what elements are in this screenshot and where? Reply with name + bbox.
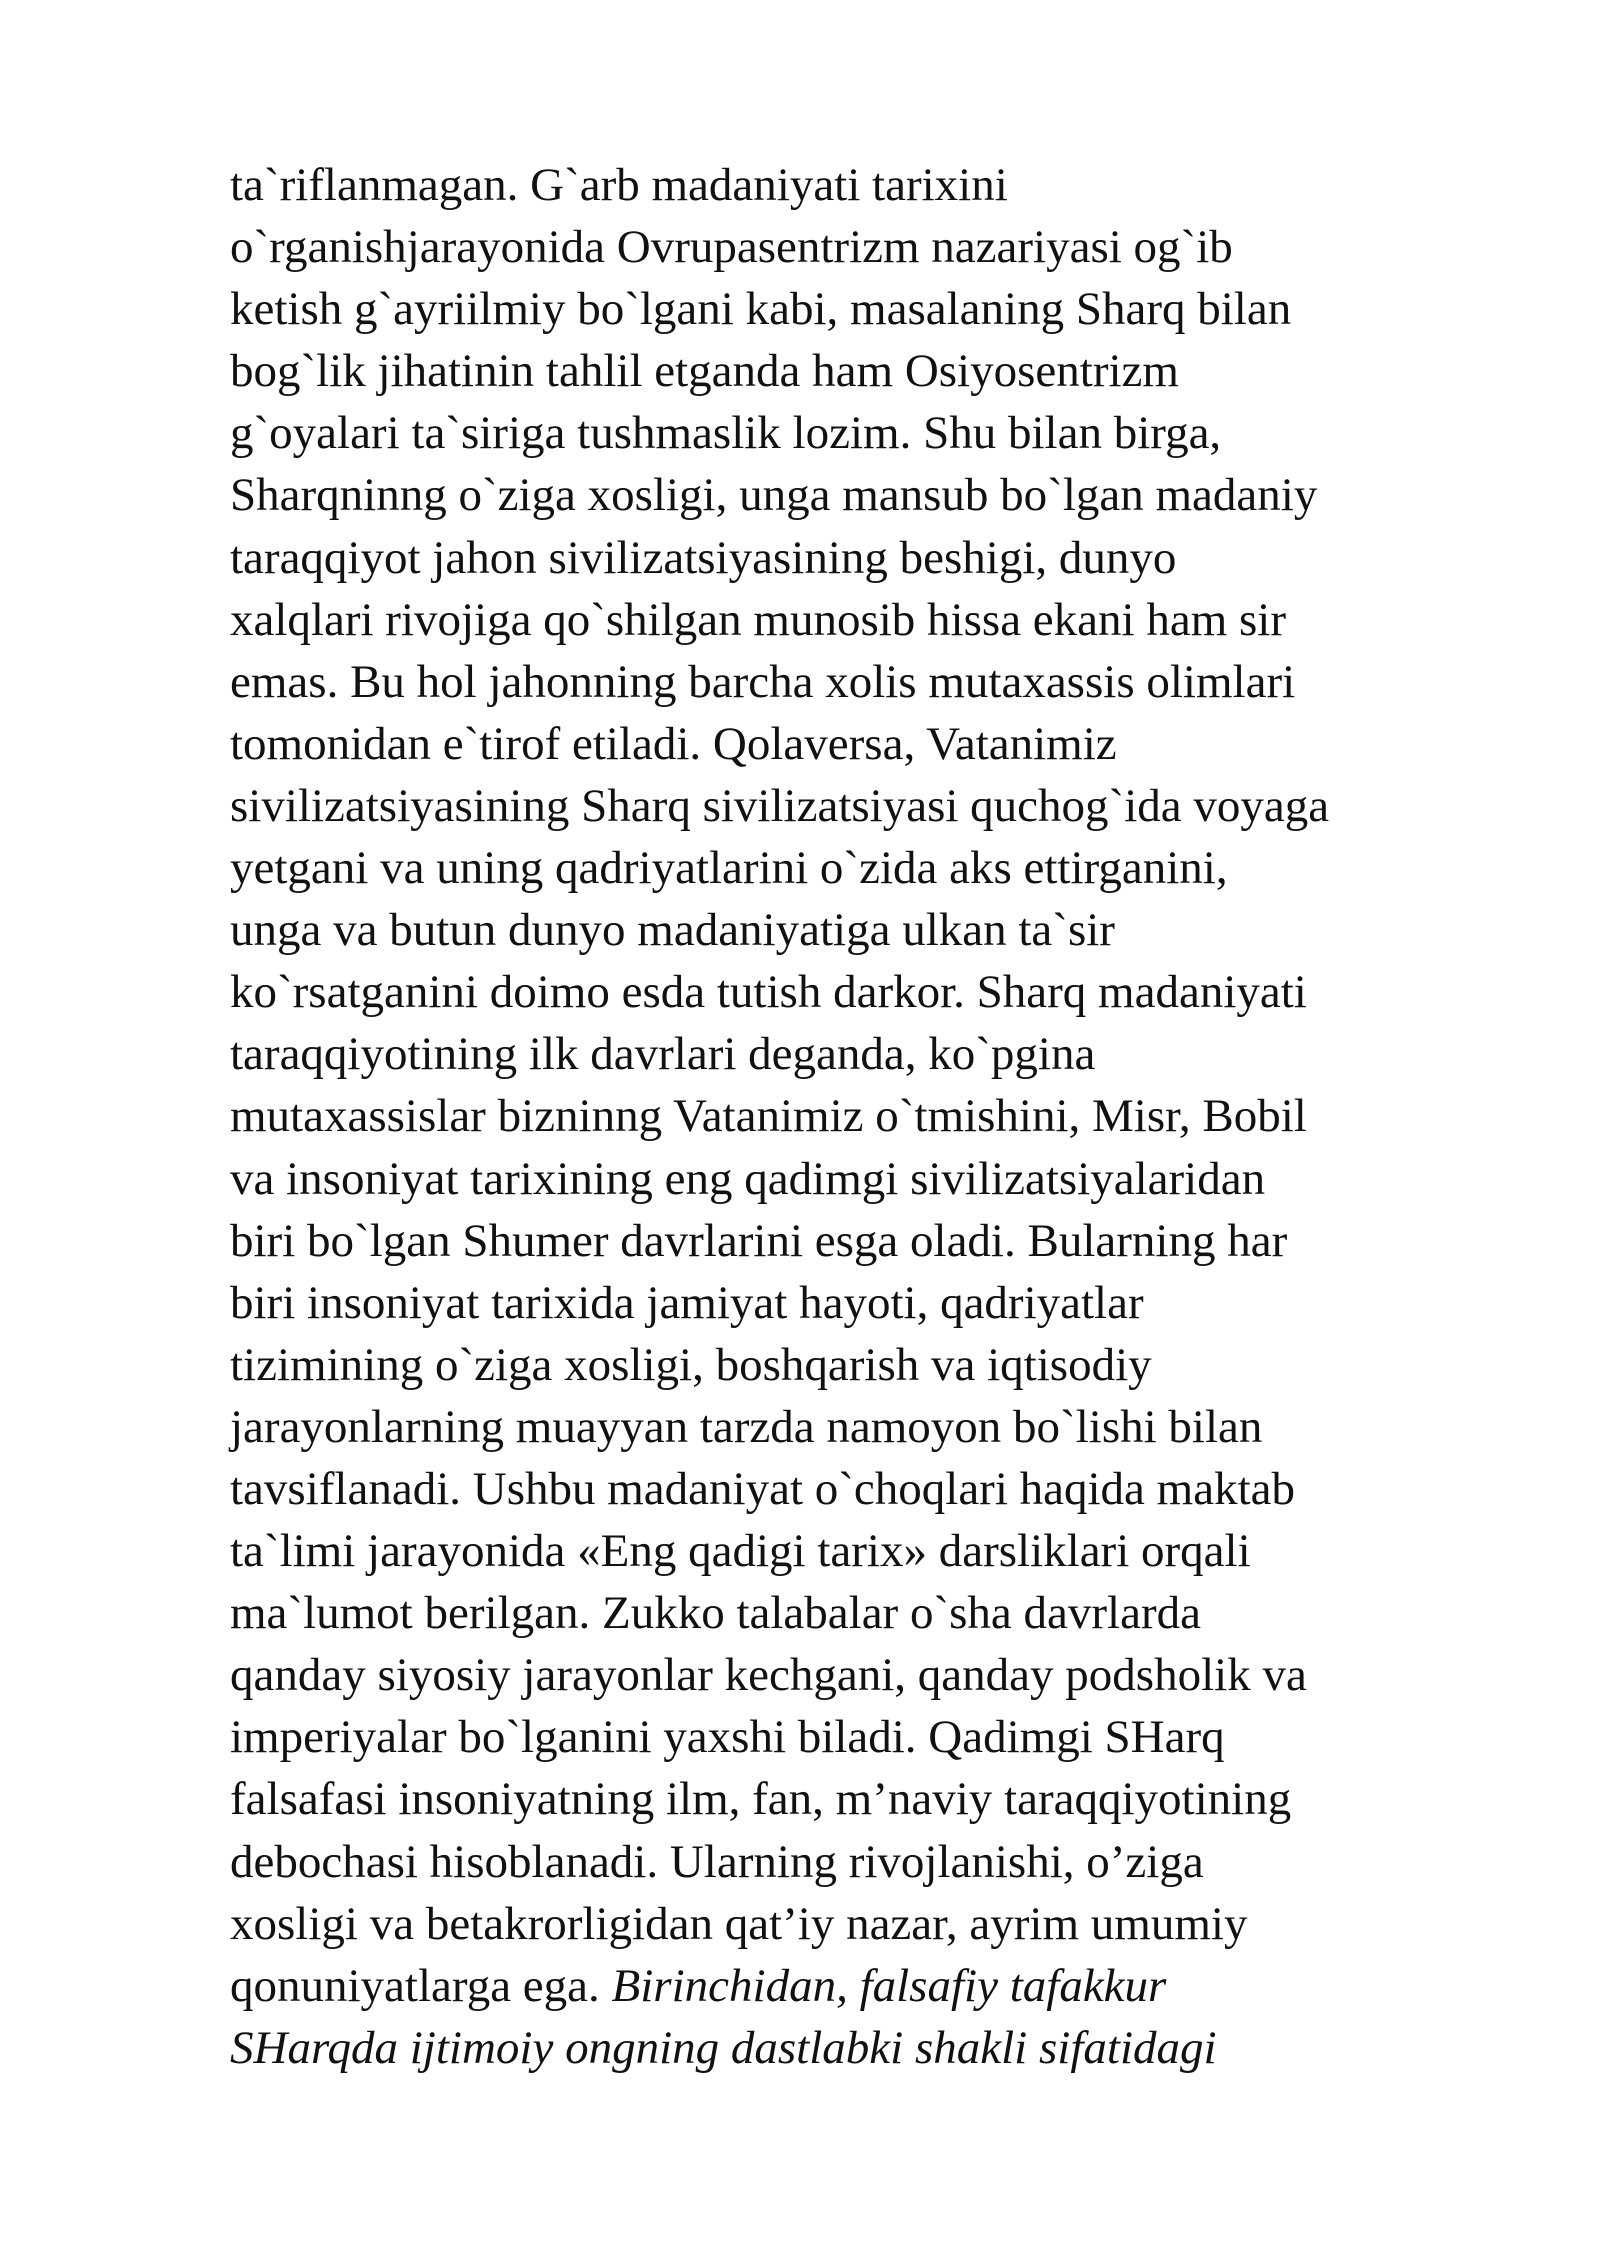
text-line: tavsiflanadi. Ushbu madaniyat o`choqlari haqida maktab (230, 1462, 1296, 1515)
body-text (230, 154, 1550, 2079)
text-line: taraqqiyot jahon sivilizatsiyasining beshigi, dunyo (230, 531, 1177, 584)
text-line: bog`lik jihatinin tahlil etganda ham Osiyosentrizm (230, 345, 1179, 398)
text-line: ketish g`ayriilmiy bo`lgani kabi, masalaning Sharq bilan (230, 283, 1292, 336)
text-line: tomonidan e`tirof etiladi. Qolaversa, Vatanimiz (230, 717, 1117, 770)
text-line: biri insoniyat tarixida jamiyat hayoti, qadriyatlar (230, 1276, 1144, 1329)
text-line: debochasi hisoblanadi. Ularning rivojlanishi, o’ziga (230, 1835, 1204, 1888)
text-line: biri bo`lgan Shumer davrlarini esga oladi. Bularning har (230, 1214, 1288, 1267)
text-segment-italic: Birinchidan, falsafiy tafakkur (611, 1959, 1167, 2012)
text-line: unga va butun dunyo madaniyatiga ulkan ta`sir (230, 904, 1115, 957)
text-line: jarayonlarning muayyan tarzda namoyon bo`lishi bilan (230, 1400, 1263, 1453)
text-line: ko`rsatganini doimo esda tutish darkor. Sharq madaniyati (230, 966, 1307, 1019)
text-line: va insoniyat tarixining eng qadimgi sivilizatsiyalaridan (230, 1152, 1266, 1205)
text-line: ma`lumot berilgan. Zukko talabalar o`sha davrlarda (230, 1587, 1201, 1640)
text-line: ta`limi jarayonida «Eng qadigi tarix» darsliklari orqali (230, 1525, 1251, 1578)
text-line: xosligi va betakrorligidan qat’iy nazar, ayrim umumiy (230, 1897, 1248, 1950)
text-line-italic: SHarqda ijtimoiy ongning dastlabki shakli sifatidagi (230, 2021, 1217, 2074)
text-line-mixed (230, 1955, 1550, 2017)
text-line: sivilizatsiyasining Sharq sivilizatsiyasi quchog`ida voyaga (230, 779, 1330, 832)
text-line: falsafasi insoniyatning ilm, fan, m’naviy taraqqiyotining (230, 1773, 1292, 1826)
text-line: o`rganishjarayonida Ovrupasentrizm nazariyasi og`ib (230, 221, 1233, 274)
text-line: mutaxassislar bizninng Vatanimiz o`tmishini, Misr, Bobil (230, 1090, 1307, 1143)
text-segment-regular: qonuniyatlarga ega. (230, 1959, 612, 2012)
text-line: taraqqiyotining ilk davrlari deganda, ko`pgina (230, 1028, 1096, 1081)
text-line: imperiyalar bo`lganini yaxshi biladi. Qadimgi SHarq (230, 1711, 1225, 1764)
text-line: ta`riflanmagan. G`arb madaniyati tarixini (230, 159, 1008, 211)
text-line: yetgani va uning qadriyatlarini o`zida aks ettirganini, (230, 842, 1228, 895)
text-line: qanday siyosiy jarayonlar kechgani, qanday podsholik va (230, 1649, 1307, 1702)
text-line: emas. Bu hol jahonning barcha xolis mutaxassis olimlari (230, 655, 1296, 708)
text-line: tizimining o`ziga xosligi, boshqarish va iqtisodiy (230, 1338, 1152, 1391)
text-line: Sharqninng o`ziga xosligi, unga mansub bo`lgan madaniy (230, 469, 1318, 522)
text-line: xalqlari rivojiga qo`shilgan munosib hissa ekani ham sir (230, 593, 1287, 646)
text-line: g`oyalari ta`siriga tushmaslik lozim. Shu bilan birga, (230, 407, 1222, 460)
